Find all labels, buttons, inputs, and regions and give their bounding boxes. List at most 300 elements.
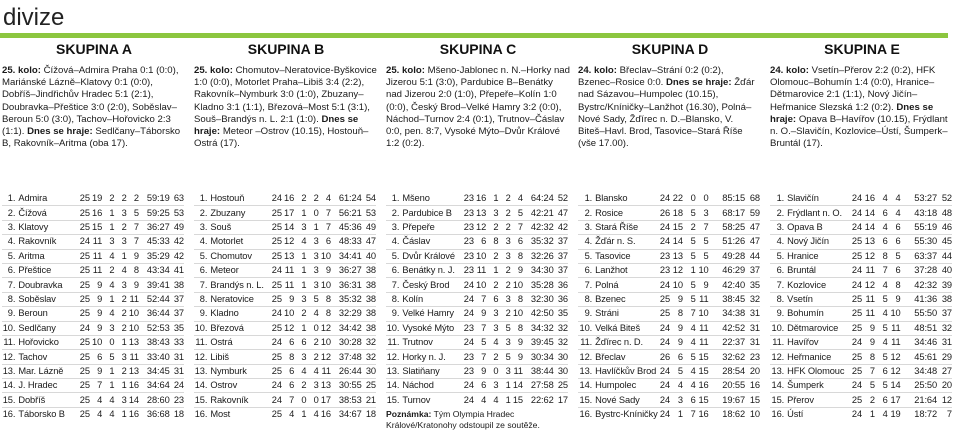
points-cell: 40: [938, 263, 952, 277]
table-row: [2, 206, 184, 220]
points-cell: 47: [363, 235, 376, 249]
team-name-cell: Čížová: [18, 206, 77, 220]
points-cell: 52: [941, 193, 952, 204]
wins-cell: 7: [90, 379, 102, 393]
position-cell: 4.: [770, 235, 787, 249]
draws-cell: 1: [486, 263, 498, 277]
extra-cell: 2: [306, 335, 318, 349]
position-cell: 13.: [194, 364, 210, 378]
matches-cell: 24: [849, 379, 862, 393]
table-row: [2, 321, 184, 335]
draws-cell: 0: [294, 393, 306, 407]
position-cell: 11.: [578, 335, 595, 349]
table-row: [2, 335, 184, 349]
score-cell: 21:64: [905, 393, 938, 407]
wins-cell: 10: [282, 307, 294, 321]
matches-cell: 24: [270, 335, 282, 349]
standings-table: [2, 192, 184, 421]
matches-cell: 25: [78, 278, 90, 292]
draws-cell: 4: [294, 235, 306, 249]
team-name-cell: Souš: [210, 220, 269, 234]
standings-table: [386, 192, 568, 407]
losses-cell: 11: [319, 364, 331, 378]
extra-cell: 10: [696, 263, 709, 277]
matches-cell: 23: [462, 364, 474, 378]
matches-cell: 24: [462, 278, 474, 292]
matches-cell: 24: [657, 364, 670, 378]
draws-cell: 6: [875, 393, 888, 407]
draws-cell: 2: [486, 249, 498, 263]
score-cell: 30:34: [523, 350, 555, 364]
table-row: [770, 206, 952, 220]
table-row: [770, 235, 952, 249]
wins-cell: 4: [670, 379, 683, 393]
extra-cell: 1: [498, 379, 510, 393]
matches-cell: 24: [78, 321, 90, 335]
score-cell: 36:27: [139, 220, 171, 234]
points-cell: 31: [938, 335, 952, 349]
draws-cell: 4: [102, 393, 114, 407]
wins-cell: 13: [670, 249, 683, 263]
draws-cell: 1: [294, 278, 306, 292]
extra-cell: 0: [306, 321, 318, 335]
position-cell: 4.: [2, 235, 18, 249]
points-cell: 32: [746, 292, 760, 306]
matches-cell: 25: [270, 220, 282, 234]
score-cell: 38:43: [139, 335, 171, 349]
team-name-cell: Most: [210, 407, 269, 421]
extra-cell: 1: [306, 220, 318, 234]
table-row: [578, 407, 760, 421]
matches-cell: 25: [270, 364, 282, 378]
team-name-cell: Bohumín: [787, 307, 849, 321]
team-name-cell: Vsetín: [787, 292, 849, 306]
points-cell: 38: [171, 278, 184, 292]
draws-cell: 4: [875, 278, 888, 292]
position-cell: 12.: [770, 350, 787, 364]
score-cell: 35:32: [523, 235, 555, 249]
wins-cell: 6: [282, 379, 294, 393]
score-cell: 52:53: [139, 321, 171, 335]
team-name-cell: Nymburk: [210, 364, 269, 378]
score-cell: 41:36: [905, 292, 938, 306]
extra-cell: 3: [498, 249, 510, 263]
points-cell: 29: [938, 350, 952, 364]
table-row: [578, 249, 760, 263]
wins-cell: 9: [862, 335, 875, 349]
position-cell: 9.: [770, 307, 787, 321]
position-cell: 14.: [386, 379, 402, 393]
position-cell: 13.: [2, 364, 18, 378]
table-row: [386, 249, 568, 263]
wins-cell: 14: [670, 235, 683, 249]
matches-cell: 24: [849, 263, 862, 277]
round-label: 24. kolo:: [770, 65, 809, 76]
wins-cell: 10: [474, 249, 486, 263]
matches-cell: 24: [657, 220, 670, 234]
losses-cell: 13: [319, 379, 331, 393]
wins-cell: 16: [864, 193, 875, 204]
losses-cell: 9: [319, 263, 331, 277]
wins-cell: 13: [474, 206, 486, 220]
wins-cell: 6: [474, 379, 486, 393]
round-label: 25. kolo:: [194, 65, 233, 76]
losses-cell: 8: [319, 292, 331, 306]
team-name-cell: Náchod: [402, 379, 461, 393]
wins-cell: 6: [474, 235, 486, 249]
wins-cell: 9: [90, 364, 102, 378]
points-cell: 15: [746, 393, 760, 407]
team-name-cell: Blansko: [595, 193, 628, 204]
matches-cell: 24: [462, 379, 474, 393]
points-cell: 18: [171, 407, 184, 421]
losses-cell: 4: [325, 193, 331, 204]
team-name-cell: Čáslav: [402, 235, 461, 249]
matches-cell: 24: [849, 335, 862, 349]
table-row: [194, 407, 376, 421]
losses-cell: 14: [511, 379, 523, 393]
extra-cell: 9: [696, 278, 709, 292]
position-cell: 8.: [578, 292, 595, 306]
position-cell: 11.: [2, 335, 18, 349]
points-cell: 35: [555, 307, 568, 321]
points-cell: 46: [938, 220, 952, 234]
score-cell: 37:48: [331, 350, 363, 364]
table-row: [2, 379, 184, 393]
extra-cell: 6: [888, 220, 901, 234]
draws-cell: 5: [683, 350, 696, 364]
extra-cell: 11: [696, 335, 709, 349]
position-cell: 12.: [578, 350, 595, 364]
wins-cell: 11: [90, 263, 102, 277]
team-name-cell: Klatovy: [18, 220, 77, 234]
position-cell: 8.: [770, 292, 787, 306]
draws-cell: 4: [102, 278, 114, 292]
losses-cell: 7: [319, 206, 331, 220]
team-name-cell: Kozlovice: [787, 278, 849, 292]
score-cell: 36:68: [139, 407, 171, 421]
extra-cell: 2: [313, 193, 319, 204]
points-cell: 27: [938, 364, 952, 378]
draws-cell: 5: [683, 206, 696, 220]
score-cell: 43:18: [905, 206, 938, 220]
extra-cell: 11: [888, 321, 901, 335]
table-row: [2, 407, 184, 421]
matches-cell: 25: [78, 393, 90, 407]
table-row: [194, 307, 376, 321]
position-cell: 1.: [391, 193, 400, 204]
matches-cell: 25: [849, 393, 862, 407]
table-row: [386, 364, 568, 378]
score-cell: 45:36: [331, 220, 363, 234]
losses-cell: 8: [127, 263, 139, 277]
wins-cell: 10: [670, 278, 683, 292]
draws-cell: 4: [683, 379, 696, 393]
extra-cell: 16: [696, 379, 709, 393]
score-cell: 38:45: [713, 292, 746, 306]
extra-cell: 8: [888, 278, 901, 292]
losses-cell: 5: [511, 206, 523, 220]
losses-cell: 17: [319, 393, 331, 407]
table-row: [578, 364, 760, 378]
points-cell: 31: [746, 307, 760, 321]
points-cell: 38: [938, 292, 952, 306]
position-cell: 5.: [770, 249, 787, 263]
team-name-cell: Břeclav: [595, 350, 657, 364]
matches-cell: 24: [657, 321, 670, 335]
table-row: [386, 350, 568, 364]
table-row: [770, 307, 952, 321]
matches-cell: 25: [78, 292, 90, 306]
extra-cell: 10: [696, 307, 709, 321]
draws-cell: 2: [301, 193, 307, 204]
position-cell: 5.: [194, 249, 210, 263]
extra-cell: 3: [306, 278, 318, 292]
table-row: [194, 379, 376, 393]
wins-cell: 12: [282, 235, 294, 249]
team-name-cell: Meteor: [210, 263, 269, 277]
points-cell: 40: [363, 249, 376, 263]
group-note: [386, 409, 570, 431]
draws-cell: 1: [102, 292, 114, 306]
draws-cell: 3: [486, 379, 498, 393]
losses-cell: 10: [127, 321, 139, 335]
points-cell: 31: [171, 364, 184, 378]
team-name-cell: Dětmarovice: [787, 321, 849, 335]
losses-cell: 15: [511, 393, 523, 407]
score-cell: 34:45: [139, 364, 171, 378]
points-cell: 68: [749, 193, 760, 204]
position-cell: 12.: [386, 350, 402, 364]
score-cell: 64:24: [530, 193, 554, 204]
today-fixtures: Opava B–Havířov (10.15), Frýdlant n. O.–Slavičín, Kozlovice–Ústí, Šumperk–Bruntál (17).: [770, 113, 948, 150]
points-cell: 42: [171, 249, 184, 263]
position-cell: 1.: [7, 193, 16, 204]
table-row: [194, 249, 376, 263]
losses-cell: 8: [319, 307, 331, 321]
wins-cell: 16: [284, 193, 295, 204]
points-cell: 32: [555, 335, 568, 349]
draws-cell: 2: [294, 379, 306, 393]
wins-cell: 8: [670, 307, 683, 321]
position-cell: 14.: [770, 379, 787, 393]
matches-cell: 25: [270, 350, 282, 364]
standings-table: [578, 192, 760, 421]
position-cell: 10.: [386, 321, 402, 335]
table-row: [578, 278, 760, 292]
matches-cell: 26: [657, 206, 670, 220]
score-cell: 19:67: [713, 393, 746, 407]
results-text: Chomutov–Neratovice-Byškovice 1:0 (0:0), Motorlet Praha–Libiš 3:4 (2:2), Rakovník–Nymburk 3:0 (1:0), Zbuzany–Kladno 3:1 (1:1), Březová–Most 5:1 (3:1), Souš–Brandýs n. L. 2:1 (1:0).: [194, 65, 377, 125]
position-cell: 8.: [194, 292, 210, 306]
wins-cell: 11: [90, 235, 102, 249]
wins-cell: 15: [670, 220, 683, 234]
position-cell: 15.: [770, 393, 787, 407]
table-row: [770, 379, 952, 393]
extra-cell: 4: [306, 307, 318, 321]
position-cell: 10.: [194, 321, 210, 335]
team-name-cell: Soběslav: [18, 292, 77, 306]
today-label: Dnes se hraje:: [27, 126, 93, 138]
wins-cell: 4: [90, 407, 102, 421]
score-cell: 18:72: [905, 407, 938, 421]
group-heading: SKUPINA C: [439, 41, 517, 57]
team-name-cell: Přerov: [787, 393, 849, 407]
matches-cell: 24: [270, 379, 282, 393]
matches-cell: 24: [657, 393, 670, 407]
losses-cell: 7: [511, 220, 523, 234]
points-cell: 41: [171, 263, 184, 277]
losses-cell: 8: [511, 321, 523, 335]
wins-cell: 16: [476, 193, 487, 204]
score-cell: 55:50: [905, 307, 938, 321]
draws-cell: 0: [690, 193, 696, 204]
draws-cell: 4: [683, 364, 696, 378]
score-cell: 34:41: [331, 249, 363, 263]
team-name-cell: Havlíčkův Brod: [595, 364, 657, 378]
extra-cell: 12: [888, 350, 901, 364]
points-cell: 23: [746, 350, 760, 364]
position-cell: 12.: [194, 350, 210, 364]
matches-cell: 25: [270, 206, 282, 220]
score-cell: 34:46: [905, 335, 938, 349]
results-text: Břeclav–Strání 0:2 (0:2), Bzenec–Rosice 0:0.: [578, 65, 724, 89]
score-cell: 42:50: [523, 307, 555, 321]
draws-cell: 5: [683, 249, 696, 263]
position-cell: 8.: [2, 292, 18, 306]
score-cell: 55:19: [905, 220, 938, 234]
score-cell: 51:26: [713, 235, 746, 249]
wins-cell: 4: [282, 407, 294, 421]
losses-cell: 12: [319, 350, 331, 364]
points-cell: 7: [938, 407, 952, 421]
extra-cell: 15: [696, 350, 709, 364]
table-row: [578, 379, 760, 393]
losses-cell: 9: [511, 263, 523, 277]
team-name-cell: Trutnov: [402, 335, 461, 349]
team-name-cell: Kladno: [210, 307, 269, 321]
wins-cell: 11: [90, 249, 102, 263]
extra-cell: 0: [306, 393, 318, 407]
extra-cell: 5: [888, 249, 901, 263]
points-cell: 37: [555, 263, 568, 277]
matches-cell: 25: [78, 364, 90, 378]
table-row: [2, 220, 184, 234]
matches-cell: 25: [78, 206, 90, 220]
table-row: [770, 220, 952, 234]
round-results: [194, 65, 378, 180]
position-cell: 10.: [578, 321, 595, 335]
score-cell: 85:15: [722, 193, 746, 204]
losses-cell: 10: [511, 278, 523, 292]
score-cell: 42:32: [523, 220, 555, 234]
extra-cell: 0: [703, 193, 709, 204]
position-cell: 13.: [386, 364, 402, 378]
table-row: [386, 263, 568, 277]
team-name-cell: Doubravka: [18, 278, 77, 292]
position-cell: 16.: [578, 407, 595, 421]
table-row: [578, 263, 760, 277]
score-cell: 42:21: [523, 206, 555, 220]
extra-cell: 3: [306, 263, 318, 277]
table-row: [578, 307, 760, 321]
today-fixtures: Sedlčany–Táborsko B, Rakovník–Aritma (oba 17).: [2, 126, 181, 150]
matches-cell: 24: [78, 235, 90, 249]
draws-cell: 1: [294, 407, 306, 421]
matches-cell: 24: [657, 379, 670, 393]
losses-cell: 11: [127, 292, 139, 306]
draws-cell: 6: [875, 364, 888, 378]
round-results: [578, 65, 762, 180]
table-row: [386, 321, 568, 335]
table-row: [2, 192, 184, 206]
table-row: [386, 220, 568, 234]
position-cell: 4.: [578, 235, 595, 249]
wins-cell: 13: [862, 235, 875, 249]
position-cell: 6.: [194, 263, 210, 277]
wins-cell: 11: [862, 307, 875, 321]
matches-cell: 25: [270, 407, 282, 421]
draws-cell: 1: [294, 263, 306, 277]
standings-table: [770, 192, 952, 421]
score-cell: 53:27: [914, 193, 938, 204]
team-name-cell: J. Hradec: [18, 379, 77, 393]
matches-cell: 23: [462, 206, 474, 220]
points-cell: 24: [171, 379, 184, 393]
wins-cell: 9: [670, 335, 683, 349]
score-cell: 32:30: [523, 292, 555, 306]
points-cell: 10: [746, 407, 760, 421]
draws-cell: 2: [486, 350, 498, 364]
extra-cell: 2: [498, 220, 510, 234]
team-name-cell: Brandýs n. L.: [210, 278, 269, 292]
extra-cell: 15: [696, 393, 709, 407]
wins-cell: 14: [862, 206, 875, 220]
team-name-cell: Hořovicko: [18, 335, 77, 349]
points-cell: 18: [363, 407, 376, 421]
team-name-cell: Velké Hamry: [402, 307, 461, 321]
group-column: [194, 40, 378, 432]
table-row: [770, 364, 952, 378]
wins-cell: 8: [862, 350, 875, 364]
score-cell: 34:42: [331, 321, 363, 335]
draws-cell: 2: [683, 220, 696, 234]
wins-cell: 9: [474, 364, 486, 378]
score-cell: 36:31: [331, 278, 363, 292]
score-cell: 34:64: [139, 379, 171, 393]
team-name-cell: Chomutov: [210, 249, 269, 263]
position-cell: 5.: [386, 249, 402, 263]
draws-cell: 4: [875, 335, 888, 349]
score-cell: 46:29: [713, 263, 746, 277]
wins-cell: 5: [862, 379, 875, 393]
group-column: [2, 40, 186, 432]
points-cell: 32: [363, 335, 376, 349]
extra-cell: 2: [498, 307, 510, 321]
table-row: [194, 292, 376, 306]
points-cell: 44: [746, 249, 760, 263]
extra-cell: 3: [498, 364, 510, 378]
position-cell: 16.: [770, 407, 787, 421]
points-cell: 53: [363, 206, 376, 220]
team-name-cell: Nový Jičín: [787, 235, 849, 249]
draws-cell: 4: [875, 220, 888, 234]
score-cell: 38:44: [523, 364, 555, 378]
points-cell: 39: [938, 278, 952, 292]
team-name-cell: Bruntál: [787, 263, 849, 277]
table-row: [194, 321, 376, 335]
wins-cell: 3: [670, 393, 683, 407]
